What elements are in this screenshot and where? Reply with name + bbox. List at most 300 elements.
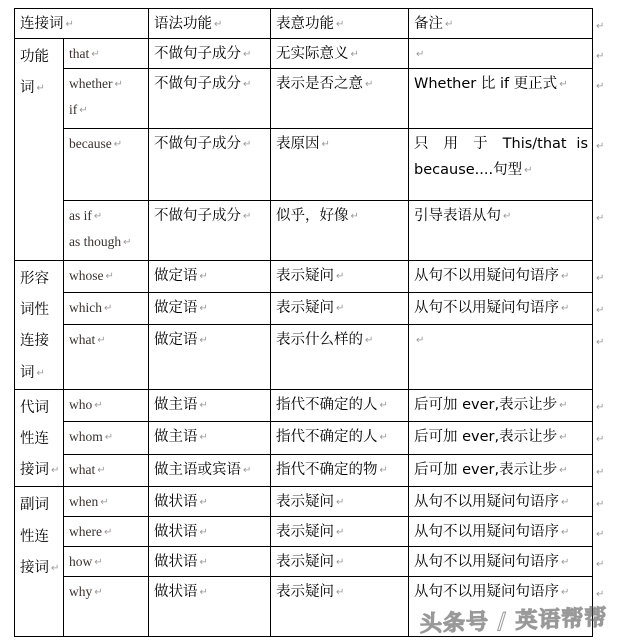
cell-text: 表示疑问 <box>276 300 335 317</box>
cell-text: what <box>69 461 96 477</box>
paragraph-mark: ↵ <box>321 139 330 150</box>
group-label-line <box>20 552 59 583</box>
table-row <box>15 129 593 201</box>
cell-text: 做定语 <box>154 268 198 284</box>
cell-text: who <box>69 396 93 412</box>
paragraph-mark: ↵ <box>379 464 388 476</box>
cell-line <box>276 549 404 575</box>
cell-text: 接词 <box>20 462 49 479</box>
paragraph-mark: ↵ <box>336 557 345 569</box>
group-label-line <box>20 454 59 485</box>
cell-text: 从句不以用疑问句语序 <box>414 300 560 317</box>
word-line <box>69 71 144 97</box>
column-header-4 <box>409 9 593 39</box>
cell-text: that <box>69 46 90 61</box>
cell-line <box>154 457 266 483</box>
cell-text: 表意功能 <box>276 16 335 32</box>
cell-text: when <box>69 494 99 510</box>
cell-line <box>154 424 266 450</box>
cell-line <box>276 392 404 418</box>
paragraph-mark: ↵ <box>243 139 252 150</box>
cell-line <box>154 131 266 157</box>
cell-text: 不做句子成分 <box>154 136 242 152</box>
column-header-3 <box>271 9 409 39</box>
group-label-line <box>20 263 59 294</box>
conjunction-word <box>64 577 149 637</box>
cell-line <box>276 519 404 545</box>
grammar-function <box>149 69 271 129</box>
cell-line <box>154 579 266 605</box>
grammar-function <box>149 39 271 69</box>
paragraph-mark: ↵ <box>94 557 103 569</box>
cell-text: 做状语 <box>154 584 198 601</box>
paragraph-mark: ↵ <box>97 335 106 347</box>
group-label-line <box>20 72 59 103</box>
grammar-function <box>149 201 271 261</box>
empty-cell-line <box>414 41 588 67</box>
remark <box>409 577 593 637</box>
paragraph-mark: ↵ <box>199 303 208 315</box>
group-label-4 <box>15 487 64 637</box>
remark <box>409 39 593 69</box>
paragraph-mark: ↵ <box>445 19 454 30</box>
cell-line <box>20 11 144 37</box>
paragraph-mark: ↵ <box>561 497 570 509</box>
cell-text: 词性 <box>20 302 49 319</box>
cell-line <box>414 392 588 418</box>
paragraph-mark: ↵ <box>243 79 252 90</box>
paragraph-mark: ↵ <box>350 211 359 222</box>
cell-line <box>414 519 588 545</box>
group-label-line <box>20 489 59 520</box>
cell-text: 表示疑问 <box>276 554 335 571</box>
cell-text: 不做句子成分 <box>154 46 242 62</box>
paragraph-mark: ↵ <box>596 434 605 446</box>
group-label-1 <box>15 39 64 261</box>
cell-line <box>276 203 404 229</box>
cell-text: 后可加 ever,表示让步 <box>414 429 558 446</box>
conjunction-word <box>64 39 149 69</box>
paragraph-mark: ↵ <box>561 527 570 539</box>
cell-line <box>414 11 588 37</box>
empty-cell-line <box>414 327 588 353</box>
paragraph-mark: ↵ <box>596 141 605 152</box>
cell-text: 代词 <box>20 399 49 416</box>
cell-text: 功能 <box>20 49 49 65</box>
cell-text: 做定语 <box>154 332 198 349</box>
conjunction-word <box>64 389 149 422</box>
word-line <box>69 424 144 450</box>
cell-text: 性连 <box>20 528 49 545</box>
cell-line <box>276 579 404 605</box>
remark <box>409 69 593 129</box>
paragraph-mark: ↵ <box>243 464 252 476</box>
meaning-function <box>271 577 409 637</box>
grammar-function <box>149 517 271 547</box>
paragraph-mark: ↵ <box>596 401 605 413</box>
cell-text: 表示是否之意 <box>276 76 364 92</box>
paragraph-mark: ↵ <box>97 464 106 476</box>
conjunction-word <box>64 201 149 261</box>
cell-text: 后可加 ever,表示让步 <box>414 461 558 478</box>
cell-text: where <box>69 524 102 540</box>
cell-text: 表示什么样的 <box>276 332 364 349</box>
meaning-function <box>271 487 409 517</box>
cell-text: as if <box>69 208 92 223</box>
cell-text: 做主语 <box>154 396 198 413</box>
paragraph-mark: ↵ <box>199 399 208 411</box>
group-label-line <box>20 423 59 454</box>
cell-line <box>414 71 588 97</box>
paragraph-mark: ↵ <box>336 19 345 30</box>
meaning-function <box>271 517 409 547</box>
paragraph-mark: ↵ <box>103 527 113 539</box>
grammar-function <box>149 422 271 455</box>
cell-text: 备注 <box>414 16 444 32</box>
paragraph-mark: ↵ <box>199 527 208 539</box>
cell-text: 连接词 <box>20 16 64 32</box>
table-row <box>15 517 593 547</box>
word-line <box>69 579 144 605</box>
meaning-function <box>271 129 409 201</box>
paragraph-mark: ↵ <box>596 213 605 224</box>
cell-text: 做状语 <box>154 524 198 541</box>
paragraph-mark: ↵ <box>596 337 605 349</box>
cell-line <box>276 41 404 67</box>
meaning-function <box>271 454 409 487</box>
paragraph-mark: ↵ <box>596 51 605 62</box>
word-line <box>69 263 144 289</box>
cell-line <box>414 579 588 605</box>
cell-text: 后可加 ever,表示让步 <box>414 396 558 413</box>
table-row <box>15 454 593 487</box>
grammar-function <box>149 547 271 577</box>
cell-text: 无实际意义 <box>276 46 349 62</box>
cell-line <box>276 327 404 353</box>
paragraph-mark: ↵ <box>416 49 425 60</box>
cell-line <box>154 295 266 321</box>
cell-line <box>154 71 266 97</box>
table-row <box>15 201 593 261</box>
cell-text: 连接 <box>20 333 49 350</box>
cell-line <box>276 11 404 37</box>
cell-text: 性连 <box>20 430 49 447</box>
cell-line <box>414 157 588 183</box>
cell-line <box>414 457 588 483</box>
conjunction-table <box>14 8 593 637</box>
cell-text: 接词 <box>20 559 49 576</box>
meaning-function <box>271 39 409 69</box>
cell-line <box>154 549 266 575</box>
cell-line <box>276 489 404 515</box>
paragraph-mark: ↵ <box>561 587 570 599</box>
word-line <box>69 392 144 418</box>
word-line <box>69 41 144 67</box>
remark <box>409 389 593 422</box>
cell-text: why <box>69 584 93 600</box>
paragraph-mark: ↵ <box>561 303 570 315</box>
table-row <box>15 69 593 129</box>
paragraph-mark: ↵ <box>524 164 533 176</box>
cell-text: 表示疑问 <box>276 268 335 284</box>
paragraph-mark: ↵ <box>559 399 568 411</box>
word-line <box>69 519 144 545</box>
paragraph-mark: ↵ <box>596 529 605 541</box>
conjunction-word <box>64 293 149 325</box>
cell-text: 指代不确定的人 <box>276 396 378 413</box>
cell-line <box>414 424 588 450</box>
cell-text: if <box>69 101 78 117</box>
meaning-function <box>271 422 409 455</box>
paragraph-mark: ↵ <box>114 79 123 90</box>
cell-text: 从句不以用疑问句语序 <box>414 494 560 511</box>
document-page <box>0 8 618 639</box>
remark <box>409 487 593 517</box>
group-label-3 <box>15 389 64 487</box>
cell-text: 表示疑问 <box>276 494 335 511</box>
paragraph-mark: ↵ <box>93 211 103 222</box>
cell-line <box>414 295 588 321</box>
word-line <box>69 327 144 353</box>
cell-text: 从句不以用疑问句语序 <box>414 524 560 541</box>
paragraph-mark: ↵ <box>243 211 252 222</box>
cell-line <box>414 489 588 515</box>
conjunction-word <box>64 325 149 389</box>
paragraph-mark: ↵ <box>596 81 605 92</box>
cell-line <box>154 41 266 67</box>
paragraph-mark: ↵ <box>596 273 605 284</box>
paragraph-mark: ↵ <box>379 399 388 411</box>
paragraph-mark: ↵ <box>596 499 605 511</box>
cell-line <box>414 263 588 289</box>
cell-text: 做定语 <box>154 300 198 317</box>
table-row <box>15 39 593 69</box>
conjunction-word <box>64 422 149 455</box>
paragraph-mark: ↵ <box>199 271 208 282</box>
paragraph-mark: ↵ <box>365 79 374 90</box>
paragraph-mark: ↵ <box>36 367 45 379</box>
paragraph-mark: ↵ <box>365 335 374 347</box>
cell-text: 副词 <box>20 497 49 514</box>
meaning-function <box>271 547 409 577</box>
table-row <box>15 487 593 517</box>
paragraph-mark: ↵ <box>350 49 359 60</box>
cell-text: what <box>69 332 96 348</box>
cell-text: because....句型 <box>414 161 523 178</box>
cell-text: 从句不以用疑问句语序 <box>414 554 560 571</box>
cell-line <box>154 519 266 545</box>
conjunction-word <box>64 129 149 201</box>
group-label-line <box>20 294 59 325</box>
cell-line <box>154 489 266 515</box>
cell-text: 做主语 <box>154 429 198 446</box>
word-line <box>69 97 144 123</box>
paragraph-mark: ↵ <box>596 589 605 601</box>
paragraph-mark: ↵ <box>100 497 109 509</box>
group-label-line <box>20 392 59 423</box>
cell-line <box>276 131 404 157</box>
cell-line <box>276 263 404 289</box>
paragraph-mark: ↵ <box>94 587 103 599</box>
conjunction-word <box>64 69 149 129</box>
paragraph-mark: ↵ <box>596 559 605 571</box>
group-label-line <box>20 325 59 356</box>
table-row <box>15 577 593 637</box>
cell-text: Whether 比 if 更正式 <box>414 76 558 92</box>
remark <box>409 325 593 389</box>
table-row <box>15 422 593 455</box>
word-line <box>69 549 144 575</box>
cell-text: 做主语或宾语 <box>154 461 242 478</box>
cell-text: 做状语 <box>154 494 198 511</box>
word-line <box>69 489 144 515</box>
cell-text: which <box>69 300 102 316</box>
table-row <box>15 293 593 325</box>
cell-text: 不做句子成分 <box>154 76 242 92</box>
cell-line <box>414 549 588 575</box>
paragraph-mark: ↵ <box>113 139 123 150</box>
remark <box>409 547 593 577</box>
remark <box>409 293 593 325</box>
column-header-2 <box>149 9 271 39</box>
cell-text: 词 <box>20 80 35 97</box>
cell-text: 指代不确定的物 <box>276 461 378 478</box>
cell-text: how <box>69 554 93 570</box>
group-label-line <box>20 521 59 552</box>
cell-text: because <box>69 136 112 151</box>
grammar-function <box>149 577 271 637</box>
meaning-function <box>271 261 409 293</box>
remark <box>409 201 593 261</box>
paragraph-mark: ↵ <box>336 497 345 509</box>
cell-text: whose <box>69 268 104 283</box>
word-line <box>69 131 144 157</box>
paragraph-mark: ↵ <box>559 464 568 476</box>
grammar-function <box>149 261 271 293</box>
cell-text: 语法功能 <box>154 16 213 32</box>
paragraph-mark: ↵ <box>559 432 568 444</box>
cell-line <box>154 392 266 418</box>
cell-text: 表示疑问 <box>276 584 335 601</box>
cell-line <box>414 131 588 157</box>
meaning-function <box>271 389 409 422</box>
paragraph-mark: ↵ <box>561 557 570 569</box>
word-line <box>69 229 144 255</box>
conjunction-word <box>64 454 149 487</box>
cell-line <box>276 424 404 450</box>
group-label-2 <box>15 261 64 390</box>
paragraph-mark: ↵ <box>199 335 208 347</box>
table-row <box>15 547 593 577</box>
paragraph-mark: ↵ <box>379 432 388 444</box>
cell-text: 词 <box>20 364 35 381</box>
cell-line <box>154 263 266 289</box>
cell-line <box>154 203 266 229</box>
remark <box>409 129 593 201</box>
conjunction-word <box>64 487 149 517</box>
paragraph-mark: ↵ <box>36 83 45 95</box>
paragraph-mark: ↵ <box>336 527 345 539</box>
cell-text: 从句不以用疑问句语序 <box>414 268 560 284</box>
word-line <box>69 203 144 229</box>
table-row <box>15 325 593 389</box>
paragraph-mark: ↵ <box>336 303 345 315</box>
paragraph-mark: ↵ <box>65 19 74 30</box>
conjunction-word <box>64 261 149 293</box>
grammar-function <box>149 487 271 517</box>
paragraph-mark: ↵ <box>105 271 114 282</box>
paragraph-mark: ↵ <box>94 399 103 411</box>
paragraph-mark: ↵ <box>199 497 208 509</box>
conjunction-word <box>64 517 149 547</box>
paragraph-mark: ↵ <box>243 49 252 60</box>
table-row <box>15 261 593 293</box>
paragraph-mark: ↵ <box>336 271 345 282</box>
remark <box>409 517 593 547</box>
cell-text: 表示疑问 <box>276 524 335 541</box>
paragraph-mark: ↵ <box>596 305 605 317</box>
paragraph-mark: ↵ <box>561 271 570 282</box>
paragraph-mark: ↵ <box>51 465 60 477</box>
table-header-row <box>15 9 593 39</box>
grammar-function <box>149 129 271 201</box>
meaning-function <box>271 201 409 261</box>
grammar-function <box>149 325 271 389</box>
group-label-line <box>20 357 59 388</box>
meaning-function <box>271 325 409 389</box>
meaning-function <box>271 69 409 129</box>
paragraph-mark: ↵ <box>596 21 605 32</box>
cell-line <box>276 71 404 97</box>
paragraph-mark: ↵ <box>559 79 568 90</box>
meaning-function <box>271 293 409 325</box>
paragraph-mark: ↵ <box>336 587 345 599</box>
word-line <box>69 457 144 483</box>
grammar-function <box>149 293 271 325</box>
outside-paragraph-marks <box>596 16 612 644</box>
cell-text: 指代不确定的人 <box>276 429 378 446</box>
remark <box>409 454 593 487</box>
paragraph-mark: ↵ <box>199 557 208 569</box>
paragraph-mark: ↵ <box>104 303 113 315</box>
paragraph-mark: ↵ <box>214 19 223 30</box>
paragraph-mark: ↵ <box>104 432 114 444</box>
grammar-function <box>149 389 271 422</box>
word-line <box>69 295 144 321</box>
paragraph-mark: ↵ <box>91 49 100 60</box>
cell-line <box>276 295 404 321</box>
cell-line <box>414 203 588 229</box>
cell-text: whether <box>69 76 113 91</box>
cell-line <box>276 457 404 483</box>
conjunction-word <box>64 547 149 577</box>
remark <box>409 422 593 455</box>
cell-text: 只 用 于 This/that is <box>414 136 589 152</box>
paragraph-mark: ↵ <box>199 432 208 444</box>
cell-line <box>154 11 266 37</box>
grammar-function <box>149 454 271 487</box>
paragraph-mark: ↵ <box>503 211 512 222</box>
cell-text: 从句不以用疑问句语序 <box>414 584 560 601</box>
cell-text: 表原因 <box>276 136 320 152</box>
cell-line <box>154 327 266 353</box>
column-header-1 <box>15 9 149 39</box>
table-row <box>15 389 593 422</box>
paragraph-mark: ↵ <box>51 562 60 574</box>
cell-text: 做状语 <box>154 554 198 571</box>
paragraph-mark: ↵ <box>416 335 425 347</box>
cell-text: 引导表语从句 <box>414 208 502 224</box>
